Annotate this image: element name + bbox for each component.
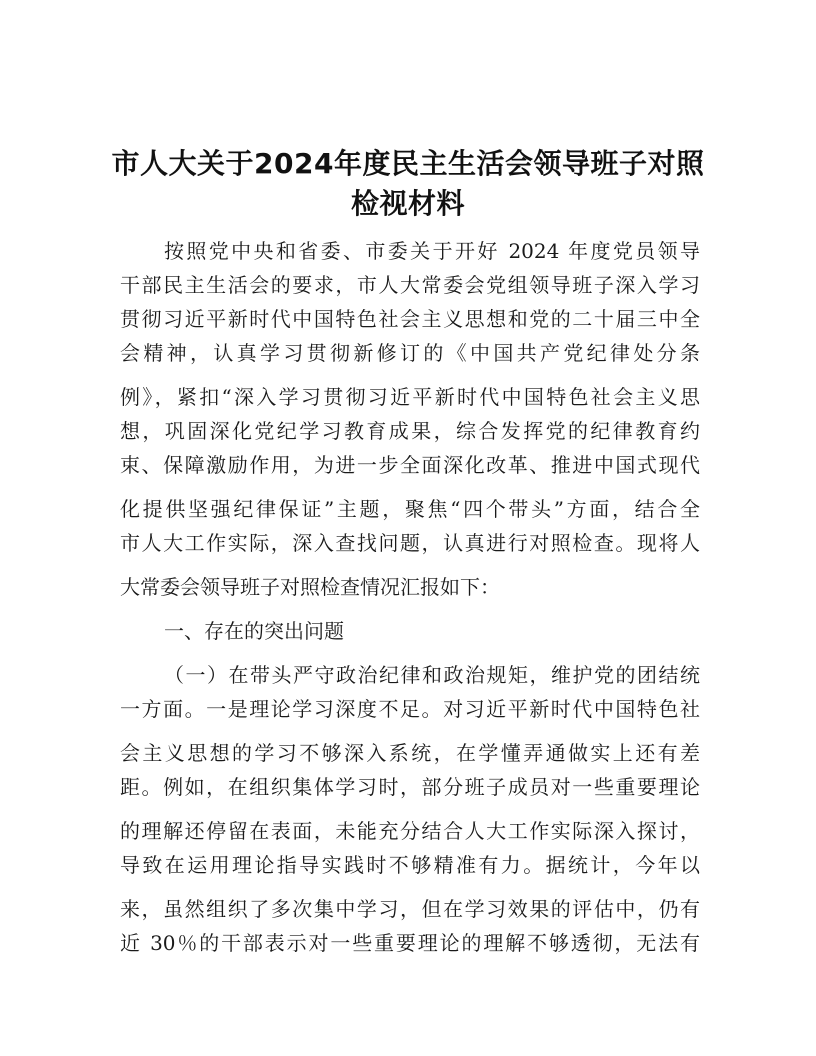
paragraph-line: 束、保障激励作用，为进一步全面深化改革、推进中国式现代 — [120, 453, 700, 477]
paragraph-line: 一方面。一是理论学习深度不足。对习近平新时代中国特色社 — [120, 697, 700, 721]
paragraph-line: 市人大工作实际，深入查找问题，认真进行对照检查。现将人 — [120, 531, 700, 555]
paragraph-line: 化提供坚强纪律保证”主题，聚焦“四个带头”方面，结合全 — [120, 497, 700, 521]
paragraph-line: 会主义思想的学习不够深入系统，在学懂弄通做实上还有差 — [120, 741, 700, 765]
paragraph-line: 想，巩固深化党纪学习教育成果，综合发挥党的纪律教育约 — [120, 419, 700, 443]
paragraph-line: 导致在运用理论指导实践时不够精准有力。据统计，今年以 — [120, 853, 700, 877]
paragraph-line: 例》，紧扣“深入学习贯彻习近平新时代中国特色社会主义思 — [120, 385, 700, 409]
section-heading: 一、存在的突出问题 — [164, 619, 344, 643]
document-title-line-1: 市人大关于2024年度民主生活会领导班子对照 — [111, 147, 705, 180]
paragraph-line: 贯彻习近平新时代中国特色社会主义思想和党的二十届三中全 — [120, 307, 700, 331]
paragraph-line: （一）在带头严守政治纪律和政治规矩，维护党的团结统 — [164, 663, 700, 687]
paragraph-line: 近 30％的干部表示对一些重要理论的理解不够透彻，无法有 — [120, 931, 700, 955]
paragraph-line: 距。例如，在组织集体学习时，部分班子成员对一些重要理论 — [120, 775, 700, 799]
paragraph-line: 来，虽然组织了多次集中学习，但在学习效果的评估中，仍有 — [120, 897, 700, 921]
paragraph-line: 干部民主生活会的要求，市人大常委会党组领导班子深入学习 — [120, 273, 700, 297]
paragraph-line: 按照党中央和省委、市委关于开好 2024 年度党员领导 — [164, 239, 700, 263]
paragraph-line: 大常委会领导班子对照检查情况汇报如下： — [120, 575, 500, 599]
paragraph-line: 会精神，认真学习贯彻新修订的《中国共产党纪律处分条 — [120, 341, 700, 365]
paragraph-line: 的理解还停留在表面，未能充分结合人大工作实际深入探讨， — [120, 819, 700, 843]
document-title-line-2: 检视材料 — [350, 187, 465, 220]
